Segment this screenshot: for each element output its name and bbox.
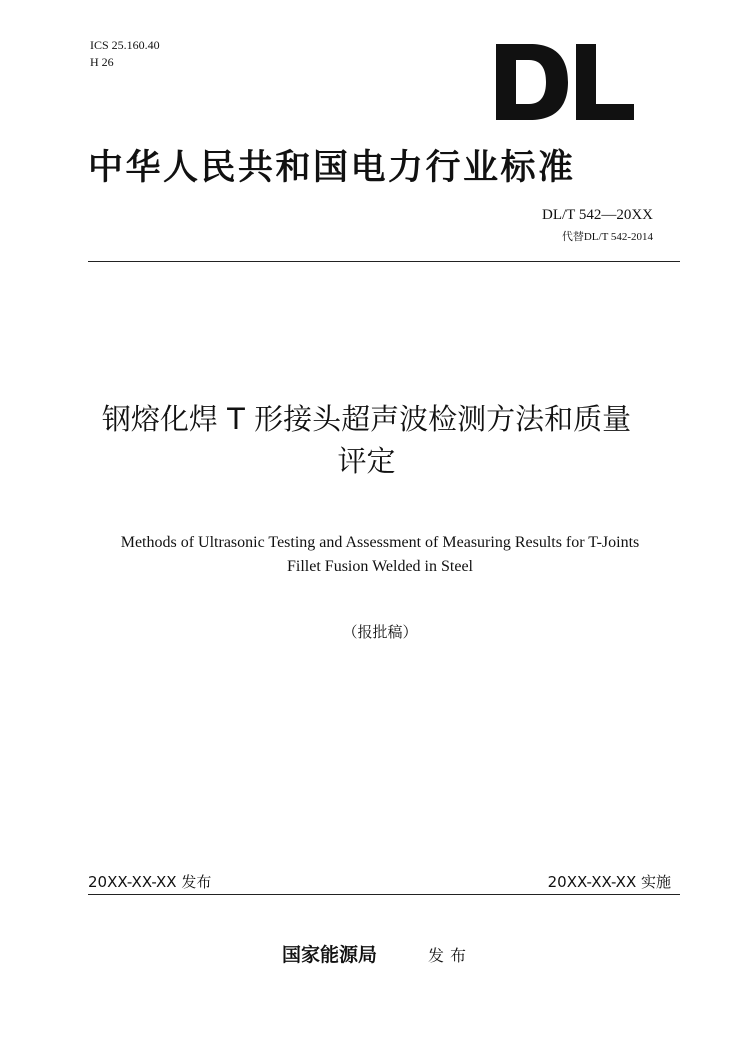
replaces-line xyxy=(562,230,653,244)
standard-number: DL/T 542—20XX xyxy=(542,207,653,223)
standard-category-title: 中华人民共和国电力行业标准 xyxy=(88,148,576,187)
implement-date: 20XX-XX-XX 实施 xyxy=(547,873,671,891)
chinese-title-line-1: 钢熔化焊 T 形接头超声波检测方法和质量 xyxy=(101,402,632,436)
issuing-authority: 国家能源局 xyxy=(282,944,378,966)
footer-divider xyxy=(88,894,680,895)
replaces-label: 代替 xyxy=(561,230,584,243)
publish-date: 20XX-XX-XX 发布 xyxy=(88,873,212,891)
chinese-title-line-2: 评定 xyxy=(337,444,396,478)
ics-code: ICS 25.160.40 xyxy=(90,38,160,52)
english-title-line-2: Fillet Fusion Welded in Steel xyxy=(287,558,473,575)
logo-letter-l xyxy=(576,44,634,120)
replaces-number: DL/T 542-2014 xyxy=(583,231,653,243)
logo-letter-d xyxy=(496,44,568,120)
english-title-line-1: Methods of Ultrasonic Testing and Assessment of Measuring Results for T-Joints xyxy=(120,534,640,551)
classification-code: H 26 xyxy=(90,55,114,69)
draft-status: （报批稿） xyxy=(342,623,418,641)
issue-label: 发布 xyxy=(428,946,473,965)
dl-logo xyxy=(496,44,636,120)
header-divider xyxy=(88,261,680,262)
